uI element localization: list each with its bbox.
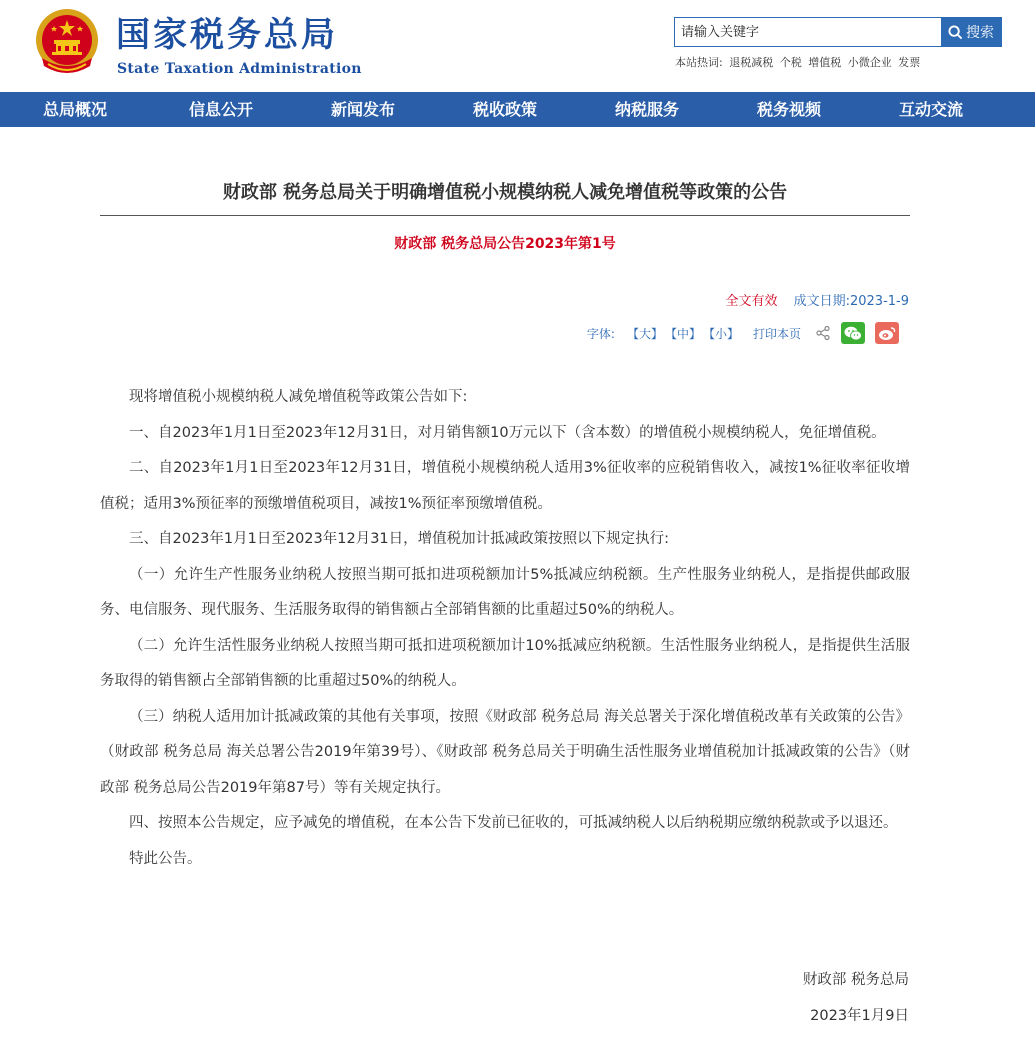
hot-word-link[interactable]: 退税减税 (729, 56, 774, 69)
paragraph: 三、自2023年1月1日至2023年12月31日，增值税加计抵减政策按照以下规定执行: (129, 531, 670, 547)
site-header (0, 0, 1035, 92)
site-title[interactable]: 国家税务总局 (116, 15, 338, 55)
article-title: 财政部 税务总局关于明确增值税小规模纳税人减免增值税等政策的公告 (222, 182, 788, 203)
nav-item-interaction[interactable]: 互动交流 (898, 100, 963, 119)
paragraph: （一）允许生产性服务业纳税人按照当期可抵扣进项税额加计5%抵减应纳税额。生产性服务业纳税人，是指提供邮政服务、电信服务、现代服务、生活服务取得的销售额占全部销售额的比重超过50%的纳税人。 (100, 566, 910, 618)
hot-word-link[interactable]: 个税 (779, 56, 802, 69)
document-number: 财政部 税务总局公告2023年第1号 (394, 236, 616, 252)
nav-item-info-disclosure[interactable]: 信息公开 (188, 100, 253, 119)
nav-item-tax-video[interactable]: 税务视频 (756, 100, 821, 119)
issue-date: 成文日期:2023-1-9 (793, 294, 909, 309)
national-emblem-icon (34, 6, 100, 78)
print-button[interactable]: 打印本页 (752, 326, 801, 341)
article-body (100, 380, 910, 877)
main-nav (0, 92, 1035, 127)
hot-word-link[interactable]: 小微企业 (847, 56, 892, 69)
hot-words (675, 54, 923, 70)
site-subtitle: State Taxation Administration (117, 61, 362, 77)
paragraph: （二）允许生活性服务业纳税人按照当期可抵扣进项税额加计10%抵减应纳税额。生活性服务业纳税人，是指提供生活服务取得的销售额占全部销售额的比重超过50%的纳税人。 (100, 637, 910, 689)
paragraph: 一、自2023年1月1日至2023年12月31日，对月销售额10万元以下（含本数）的增值税小规模纳税人，免征增值税。 (129, 424, 886, 441)
nav-item-tax-policy[interactable]: 税收政策 (472, 100, 537, 119)
paragraph: 现将增值税小规模纳税人减免增值税等政策公告如下: (129, 389, 468, 405)
signature-block (803, 963, 909, 1034)
hot-words-label: 本站热词: (675, 56, 723, 69)
validity-status: 全文有效 (725, 294, 778, 309)
font-small-button[interactable]: 【小】 (702, 326, 739, 341)
font-medium-button[interactable]: 【中】 (664, 326, 701, 341)
signature-date: 2023年1月9日 (810, 1007, 909, 1024)
share-icon[interactable] (815, 325, 831, 341)
paragraph: （三）纳税人适用加计抵减政策的其他有关事项，按照《财政部 税务总局 海关总署关于深化增值税改革有关政策的公告》（财政部 税务总局 海关总署公告2019年第39号）、《财政部 税务总局关于明确生活性服务业增值税加计抵减政策的公告》（财政部 税务总局公告2019年第87号）等有关规定执行。 (100, 708, 910, 796)
title-divider (100, 215, 910, 216)
nav-item-taxpayer-service[interactable]: 纳税服务 (614, 100, 679, 119)
weibo-share-icon[interactable] (875, 322, 899, 344)
signature-organization: 财政部 税务总局 (802, 972, 909, 988)
paragraph: 四、按照本公告规定，应予减免的增值税，在本公告下发前已征收的，可抵减纳税人以后纳税期应缴纳税款或予以退还。 (129, 815, 898, 831)
paragraph: 二、自2023年1月1日至2023年12月31日，增值税小规模纳税人适用3%征收率的应税销售收入，减按1%征收率征收增值税；适用3%预征率的预缴增值税项目，减按1%预征率预缴增值税。 (100, 460, 910, 512)
paragraph: 特此公告。 (129, 850, 202, 867)
search-input[interactable] (675, 18, 941, 46)
wechat-share-icon[interactable] (841, 322, 865, 344)
search-button[interactable] (941, 18, 1001, 46)
nav-item-overview[interactable]: 总局概况 (42, 100, 107, 119)
nav-item-news[interactable]: 新闻发布 (330, 100, 395, 119)
hot-word-link[interactable]: 增值税 (808, 56, 842, 69)
hot-word-link[interactable]: 发票 (898, 56, 921, 69)
search-icon (948, 25, 963, 40)
font-large-button[interactable]: 【大】 (626, 326, 663, 341)
article-tools (587, 320, 899, 346)
search-button-label: 搜索 (966, 25, 994, 41)
search-box (674, 17, 1002, 47)
font-size-label: 字体: (586, 326, 615, 341)
article-meta (725, 290, 909, 309)
